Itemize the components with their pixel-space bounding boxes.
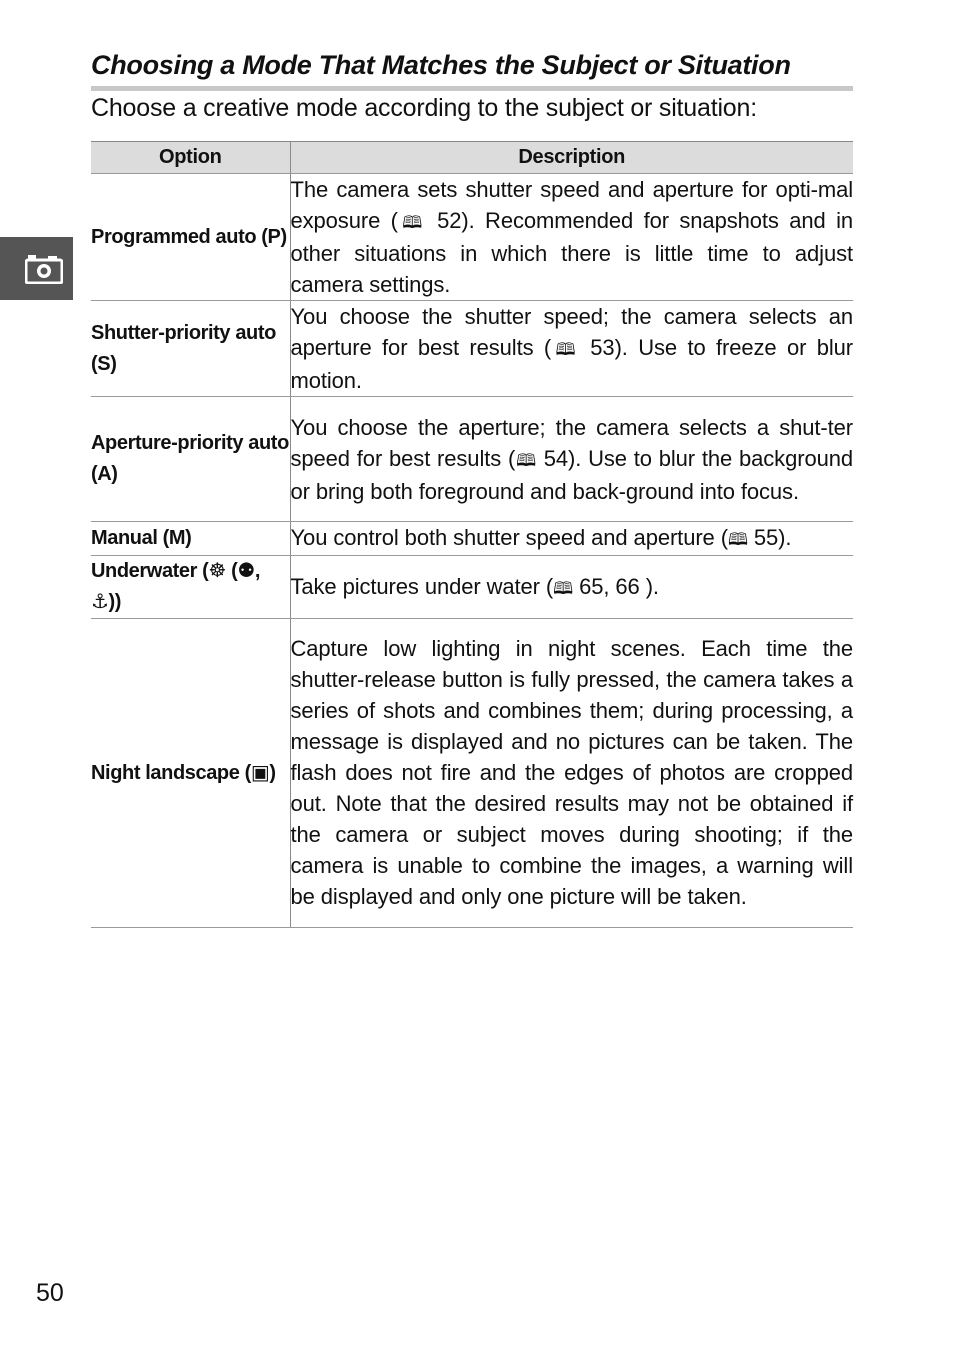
table-row	[91, 397, 853, 522]
page-title: Choosing a Mode That Matches the Subject or Situation	[91, 50, 791, 80]
option-cell: Programmed auto (P)	[91, 174, 290, 301]
table-row	[91, 556, 853, 619]
description-text: 55).	[747, 525, 792, 550]
description-cell	[290, 556, 853, 619]
page-reference-icon: 🕮	[553, 578, 574, 598]
camera-icon	[25, 254, 63, 284]
chapter-tab	[0, 237, 73, 300]
page-reference-icon: 🕮	[551, 340, 580, 359]
description-text: 53). Use to freeze or blur motion.	[290, 335, 853, 393]
description-cell	[290, 522, 853, 556]
option-cell: Night landscape (▣)	[91, 619, 290, 928]
page-reference-icon: 🕮	[515, 450, 537, 470]
option-cell: Underwater (☸ (⚉, ⚓))	[91, 556, 290, 619]
page-reference-icon: 🕮	[397, 213, 427, 232]
table-row	[91, 174, 853, 301]
description-cell	[290, 301, 853, 397]
table-header-row	[91, 142, 853, 174]
description-cell	[290, 174, 853, 301]
description-text: The camera sets shutter speed and aperture for opti-mal exposure (	[290, 177, 853, 233]
description-cell	[290, 397, 853, 522]
description-text: 52). Recommended for snapshots and in other situations in which there is little time to adjust camera settings.	[290, 208, 853, 297]
mode-table	[91, 141, 853, 928]
description-text: Capture low lighting in night scenes. Each time the shutter-release button is fully pressed, the camera takes a series of shots and combines them; during processing, a message is displayed and no pictures can be taken. The flash does not fire and the edges of photos are cropped out. Note that the desired results may not be obtained if the camera or subject moves during shooting; if the camera is unable to combine the images, a warning will be displayed and only one picture will be taken.	[290, 635, 853, 909]
description-text: You choose the shutter speed; the camera selects an aperture for best results (	[290, 304, 853, 360]
description-text: 54). Use to blur the background or bring both foreground and back-ground into focus.	[290, 445, 853, 504]
description-cell	[290, 619, 853, 928]
option-cell: Shutter-priority auto (S)	[91, 301, 290, 397]
table-row	[91, 301, 853, 397]
description-text: Take pictures under water (	[290, 573, 554, 599]
description-text: You control both shutter speed and aperture (	[290, 525, 728, 550]
page-reference-icon: 🕮	[727, 530, 748, 549]
page-number: 50	[36, 1279, 64, 1307]
intro-text: Choose a creative mode according to the subject or situation:	[91, 94, 757, 122]
option-column-header: Option	[91, 142, 290, 174]
description-text: 65, 66 ).	[573, 573, 659, 599]
table-row	[91, 619, 853, 928]
table-row	[91, 522, 853, 556]
option-cell: Aperture-priority auto (A)	[91, 397, 290, 522]
option-cell: Manual (M)	[91, 522, 290, 556]
description-text: You choose the aperture; the camera selects a shut-ter speed for best results (	[290, 414, 853, 471]
description-column-header: Description	[290, 142, 853, 174]
